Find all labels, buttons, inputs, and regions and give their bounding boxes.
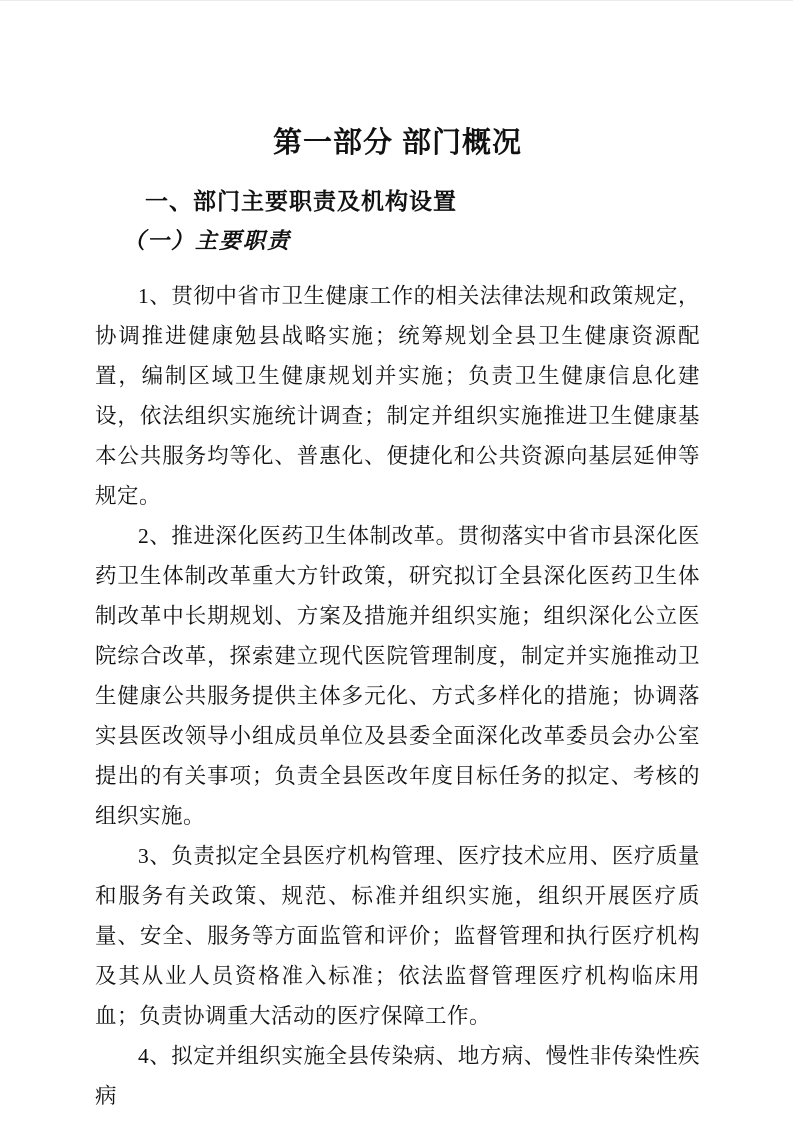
subsection-heading: （一）主要职责 (123, 228, 292, 253)
body-paragraph-2: 2、推进深化医药卫生体制改革。贯彻落实中省市县深化医药卫生体制改革重大方针政策，研究拟订全县深化医药卫生体制改革中长期规划、方案及措施并组织实施；组织深化公立医院综合改革，探索建立现代医院管理制度，制定并实施推动卫生健康公共服务提供主体多元化、方式多样化的措施；协调落实县医改领导小组成员单位及县委全面深化改革委员会办公室提出的有关事项；负责全县医改年度目标任务的拟定、考核的组织实施。 (95, 524, 700, 828)
section-heading: 一、部门主要职责及机构设置 (145, 188, 457, 214)
body-paragraph-4: 4、拟定并组织实施全县传染病、地方病、慢性非传染性疾病 (95, 1044, 700, 1108)
page-title: 第一部分 部门概况 (272, 127, 523, 159)
body-text (95, 276, 700, 1116)
body-paragraph-3: 3、负责拟定全县医疗机构管理、医疗技术应用、医疗质量和服务有关政策、规范、标准并组织实施，组织开展医疗质量、安全、服务等方面监管和评价；监督管理和执行医疗机构及其从业人员资格准入标准；依法监督管理医疗机构临床用血；负责协调重大活动的医疗保障工作。 (95, 844, 700, 1028)
body-paragraph-1: 1、贯彻中省市卫生健康工作的相关法律法规和政策规定，协调推进健康勉县战略实施；统筹规划全县卫生健康资源配置，编制区域卫生健康规划并实施；负责卫生健康信息化建设，依法组织实施统计调查；制定并组织实施推进卫生健康基本公共服务均等化、普惠化、便捷化和公共资源向基层延伸等规定。 (95, 284, 700, 508)
